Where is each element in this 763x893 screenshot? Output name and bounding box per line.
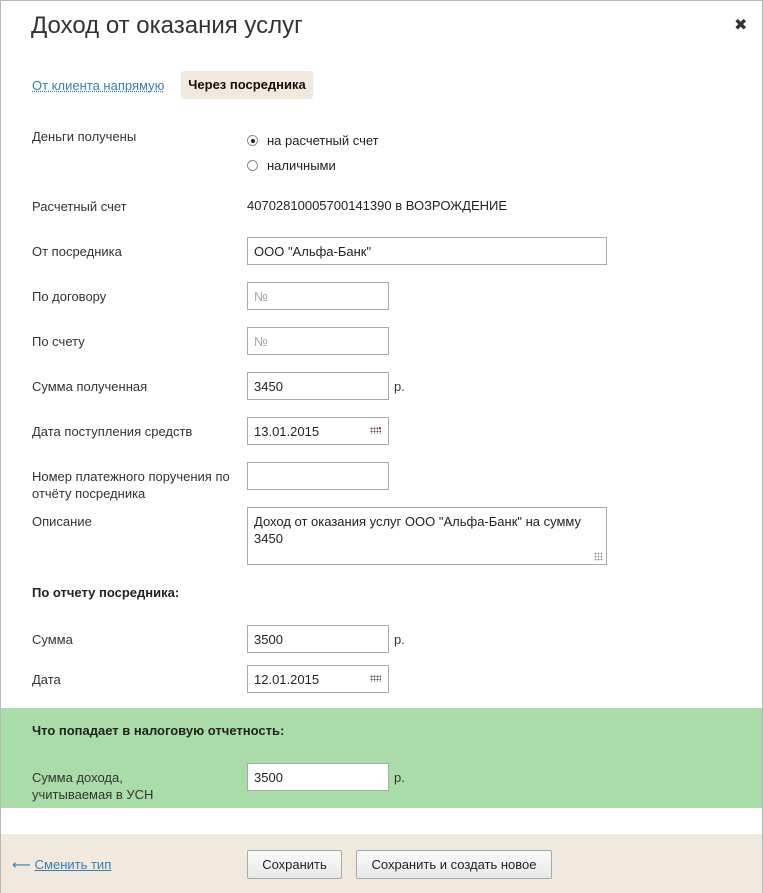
money-received-label: Деньги получены [32,129,137,144]
tab-intermediary[interactable]: Через посредника [181,71,313,99]
report-sum-input[interactable] [247,625,389,653]
dialog-title: Доход от оказания услуг [31,12,303,39]
change-type-label: Сменить тип [34,857,112,872]
radio-unselected-icon[interactable] [247,160,258,171]
tax-income-input[interactable] [247,763,389,791]
radio-option-account-label: на расчетный счет [267,133,379,148]
contract-label: По договору [32,289,107,304]
report-sum-label: Сумма [32,632,73,647]
tax-income-label-line1: Сумма дохода, [32,770,123,785]
description-label: Описание [32,514,92,529]
intermediary-input[interactable] [247,237,607,265]
tab-direct-client[interactable]: От клиента напрямую [32,78,165,93]
radio-option-cash[interactable] [247,158,336,173]
change-type-link[interactable] [12,857,111,873]
description-textarea[interactable] [247,507,607,565]
radio-option-account[interactable] [247,133,379,148]
tax-section-title: Что попадает в налоговую отчетность: [32,723,285,738]
payment-order-label-line2: отчёту посредника [32,486,146,501]
amount-received-label: Сумма полученная [32,379,148,394]
calendar-icon[interactable] [370,427,381,434]
payment-order-input[interactable] [247,462,389,490]
invoice-label: По счету [32,334,85,349]
radio-selected-icon[interactable] [247,135,258,146]
save-button[interactable]: Сохранить [247,850,342,879]
calendar-icon[interactable] [370,675,381,682]
back-arrow-icon: ⟵ [12,857,31,872]
resize-grip-icon[interactable] [594,552,603,561]
save-and-create-new-button[interactable]: Сохранить и создать новое [356,850,552,879]
close-icon[interactable]: ✖ [734,17,748,34]
report-sum-unit: р. [394,632,405,647]
contract-number-input[interactable] [247,282,389,310]
tax-income-label-line2: учитываемая в УСН [32,787,154,802]
receipt-date-label: Дата поступления средств [32,424,193,439]
report-section-title: По отчету посредника: [32,585,180,600]
invoice-number-input[interactable] [247,327,389,355]
tax-income-unit: р. [394,770,405,785]
report-date-input[interactable] [247,665,389,693]
receipt-date-input[interactable] [247,417,389,445]
amount-received-input[interactable] [247,372,389,400]
payment-order-label [32,468,230,502]
account-value: 40702810005700141390 в ВОЗРОЖДЕНИЕ [247,198,508,213]
intermediary-label: От посредника [32,244,122,259]
report-date-label: Дата [32,672,61,687]
account-label: Расчетный счет [32,199,127,214]
radio-option-cash-label: наличными [267,158,336,173]
tax-income-label [32,769,153,803]
amount-received-unit: р. [394,379,405,394]
payment-order-label-line1: Номер платежного поручения по [32,469,230,484]
